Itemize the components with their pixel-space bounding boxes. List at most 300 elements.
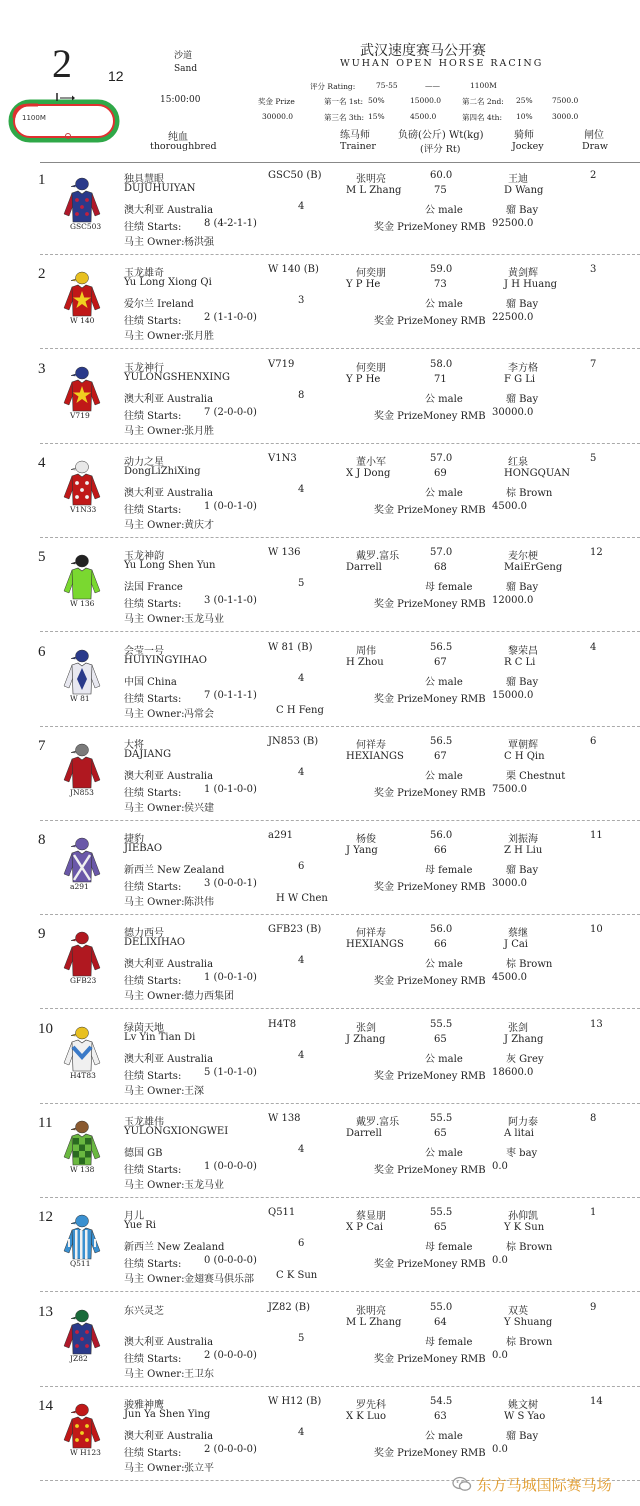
- horse-origin: 澳大利亚 Australia: [124, 1336, 214, 1348]
- horse-name-cn: 骏雅神鹰: [124, 1399, 164, 1411]
- draw-number: 12: [590, 547, 603, 559]
- starts-record: 2 (1-1-0-0): [204, 312, 257, 324]
- distance: 1100M: [470, 81, 497, 90]
- trainer-name-cn: 戴罗.富乐: [356, 1117, 400, 1128]
- horse-color: 棕 Brown: [506, 959, 553, 971]
- trainer-name-cn: 何祥寿: [356, 928, 386, 940]
- draw-number: 14: [590, 1395, 603, 1407]
- weight-kg: 60.0: [430, 170, 453, 181]
- jockey-silk-icon: [62, 1308, 102, 1360]
- trainer-name-cn: 何奕朋: [356, 268, 386, 280]
- row-divider: [40, 537, 640, 538]
- owner-name: 玉龙马业: [184, 614, 224, 626]
- rating: 64: [434, 1316, 447, 1328]
- first-pct: 50%: [368, 96, 385, 105]
- owner-name: 张月胜: [184, 425, 214, 437]
- jockey-silk-icon: [62, 1402, 102, 1454]
- horse-color: 骝 Bay: [506, 676, 539, 688]
- horse-code: a291: [268, 830, 294, 842]
- weight-kg: 55.0: [430, 1301, 453, 1313]
- runner-number: 7: [38, 737, 46, 754]
- jockey-name-en: A litai: [504, 1128, 534, 1139]
- jockey-name-cn: 孙仰凯: [508, 1211, 538, 1223]
- runner-number: 8: [38, 832, 46, 849]
- prize-money-label: 奖金 PrizeMoney RMB: [374, 1447, 486, 1459]
- race-number: 2: [52, 41, 72, 86]
- owner-name: 王卫东: [184, 1368, 214, 1380]
- trainer-name-en: J Zhang: [346, 1033, 386, 1045]
- jockey-name-en: Y K Sun: [504, 1222, 545, 1234]
- owner-name: 金翅赛马俱乐部: [184, 1274, 254, 1286]
- col-trainer-en: Trainer: [340, 141, 376, 152]
- runner-row: [0, 1019, 640, 1113]
- row-divider: [40, 1291, 640, 1292]
- horse-sex: 公 male: [425, 676, 463, 688]
- trainer-name-cn: 戴罗.富乐: [356, 551, 400, 563]
- horse-name-cn: 东兴灵芝: [124, 1305, 164, 1317]
- horse-age: 4: [298, 766, 305, 778]
- jockey-name-cn: 黎荣昌: [508, 645, 538, 657]
- trainer-name-cn: 周伟: [356, 645, 376, 657]
- owner-label: 马主 Owner:: [124, 708, 185, 720]
- owner-label: 马主 Owner:: [124, 614, 185, 626]
- owner-name: 张月胜: [184, 331, 214, 343]
- runner-row: [0, 736, 640, 830]
- race-time: 15:00:00: [160, 95, 201, 105]
- horse-code: W 140 (B): [268, 264, 319, 276]
- horse-color: 骝 Bay: [506, 205, 539, 216]
- jockey-name-en: MaiErGeng: [504, 562, 563, 574]
- starts-label: 往绩 Starts:: [124, 599, 182, 611]
- horse-code: Q511: [268, 1207, 296, 1219]
- breed-cn: 纯血: [168, 132, 188, 143]
- col-trainer-cn: 练马师: [340, 130, 370, 141]
- breed-en: thoroughbred: [150, 141, 217, 152]
- trainer-name-en: M L Zhang: [346, 185, 402, 196]
- jockey-name-cn: 李方格: [508, 362, 538, 374]
- row-divider: [40, 1197, 640, 1198]
- starts-label: 往绩 Starts:: [124, 882, 182, 894]
- trainer-name-en: J Yang: [346, 845, 378, 857]
- draw-number: 4: [590, 641, 597, 653]
- silk-code: W 138: [70, 1165, 95, 1174]
- horse-name-cn: 玉龙神行: [124, 362, 164, 374]
- horse-code: GSC50 (B): [268, 170, 322, 181]
- owner-label: 马主 Owner:: [124, 897, 185, 909]
- rating: 63: [434, 1410, 447, 1422]
- horse-sex: 公 male: [425, 1148, 463, 1159]
- horse-origin: 澳大利亚 Australia: [124, 1053, 214, 1065]
- starts-record: 2 (0-0-0-0): [204, 1443, 257, 1455]
- horse-code: JZ82 (B): [268, 1301, 311, 1313]
- row-divider: [40, 1386, 640, 1387]
- horse-color: 棕 Brown: [506, 487, 553, 499]
- draw-number: 13: [590, 1018, 603, 1030]
- draw-number: 11: [590, 830, 603, 842]
- owner-name: 陈洪伟: [184, 897, 214, 909]
- horse-origin: 法国 France: [124, 582, 183, 594]
- prize-money-label: 奖金 PrizeMoney RMB: [374, 1353, 486, 1365]
- horse-name-cn: 德力西号: [124, 928, 164, 940]
- rating-value: 75-55: [376, 81, 398, 90]
- prize-money-value: 4500.0: [492, 972, 527, 984]
- jockey-silk-icon: [62, 836, 102, 888]
- row-divider: [40, 254, 640, 255]
- horse-sex: 公 male: [425, 299, 463, 311]
- wechat-icon: [452, 1476, 472, 1492]
- silk-code: V719: [70, 410, 90, 420]
- runner-row: [0, 1113, 640, 1207]
- rating: 66: [434, 845, 447, 857]
- trainer-name-en: X J Dong: [346, 467, 391, 479]
- horse-name-cn: 会莹一号: [124, 645, 164, 657]
- jockey-silk-icon: [62, 553, 102, 605]
- horse-color: 棕 Brown: [506, 1336, 553, 1348]
- horse-color: 棕 Brown: [506, 1242, 553, 1254]
- prize-money-value: 15000.0: [492, 689, 534, 701]
- second-pct: 25%: [516, 96, 533, 105]
- rating: 68: [434, 562, 447, 574]
- footer-brand: [452, 1474, 612, 1495]
- horse-sex: 公 male: [425, 393, 463, 405]
- horse-name-cn: 独具慧眼: [124, 174, 164, 185]
- runner-number: 9: [38, 926, 46, 943]
- horse-name-cn: 玉龙神韵: [124, 551, 164, 563]
- starts-record: 7 (0-1-1-1): [204, 689, 257, 701]
- weight-kg: 55.5: [430, 1207, 453, 1219]
- draw-number: 7: [590, 358, 597, 370]
- jockey-name-en: F G Li: [504, 373, 536, 385]
- prize-money-value: 12000.0: [492, 595, 534, 607]
- weight-kg: 56.0: [430, 924, 453, 936]
- horse-age: 4: [298, 201, 305, 212]
- silk-code: GFB23: [70, 976, 97, 986]
- runner-number: 6: [38, 643, 46, 660]
- trainer-name-cn: 何奕朋: [356, 362, 386, 374]
- horse-name-cn: 动力之星: [124, 456, 164, 468]
- jockey-silk-icon: [62, 1025, 102, 1077]
- horse-age: 4: [298, 483, 305, 495]
- horse-age: 5: [298, 578, 305, 590]
- runner-number: 12: [38, 1209, 53, 1226]
- jockey-name-en: R C Li: [504, 656, 536, 668]
- horse-sex: 母 female: [425, 1242, 473, 1254]
- horse-name-en: YULONGXIONGWEI: [124, 1126, 229, 1137]
- prize-money-value: 0.0: [492, 1255, 508, 1267]
- silk-code: V1N33: [70, 504, 97, 514]
- prize-money-value: 0.0: [492, 1443, 508, 1455]
- horse-age: 4: [298, 672, 305, 684]
- horse-sex: 公 male: [425, 487, 463, 499]
- horse-age: 4: [298, 1144, 305, 1155]
- horse-origin: 新西兰 New Zealand: [124, 1242, 225, 1254]
- runner-row: [0, 547, 640, 641]
- weight-kg: 57.0: [430, 452, 453, 464]
- horse-sex: 公 male: [425, 1430, 463, 1442]
- runner-row: [0, 264, 640, 358]
- trainer-name-cn: 何祥寿: [356, 739, 386, 751]
- runner-number: 4: [38, 454, 46, 471]
- owner-label: 马主 Owner:: [124, 425, 185, 437]
- horse-name-en: DELIXIHAO: [124, 937, 186, 949]
- surface-en: Sand: [174, 64, 198, 74]
- footer-brand-text: 东方马城国际赛马场: [476, 1476, 612, 1494]
- starts-record: 2 (0-0-0-0): [204, 1349, 257, 1361]
- starts-record: 1 (0-1-0-0): [204, 783, 257, 795]
- owner-label: 马主 Owner:: [124, 1085, 185, 1097]
- starts-label: 往绩 Starts:: [124, 1259, 182, 1271]
- fourth-label: 第四名 4th:: [462, 113, 503, 122]
- starts-label: 往绩 Starts:: [124, 693, 182, 705]
- weight-kg: 58.0: [430, 358, 453, 370]
- prize-money-label: 奖金 PrizeMoney RMB: [374, 787, 486, 799]
- third-label: 第三名 3th:: [324, 113, 365, 122]
- horse-color: 骝 Bay: [506, 299, 539, 311]
- rating: 66: [434, 939, 447, 951]
- starts-label: 往绩 Starts:: [124, 410, 182, 422]
- surface-cn: 沙道: [174, 51, 193, 61]
- owner-name: 张立平: [184, 1462, 214, 1474]
- horse-sex: 公 male: [425, 770, 463, 782]
- draw-number: 3: [590, 264, 597, 276]
- horse-age: 6: [298, 861, 305, 873]
- prize-money-label: 奖金 PrizeMoney RMB: [374, 1070, 486, 1082]
- jockey-name-en: J Zhang: [504, 1033, 544, 1045]
- horse-color: 骝 Bay: [506, 393, 539, 405]
- horse-code: W 136: [268, 547, 301, 559]
- horse-origin: 澳大利亚 Australia: [124, 487, 214, 499]
- trainer-name-en: Y P He: [346, 373, 381, 385]
- owner-label: 马主 Owner:: [124, 991, 185, 1003]
- runners-count: 12: [108, 68, 124, 84]
- jockey-name-en: HONGQUAN: [504, 467, 570, 479]
- prize-money-value: 92500.0: [492, 218, 534, 229]
- jockey-name-cn: 姚文树: [508, 1399, 538, 1411]
- draw-number: 2: [590, 170, 597, 181]
- starts-label: 往绩 Starts:: [124, 504, 182, 516]
- horse-sex: 母 female: [425, 582, 473, 594]
- horse-code: V719: [268, 358, 295, 370]
- starts-label: 往绩 Starts:: [124, 316, 182, 328]
- row-divider: [40, 726, 640, 727]
- weight-kg: 54.5: [430, 1395, 453, 1407]
- owner-name: 冯常会: [184, 708, 214, 720]
- horse-color: 骝 Bay: [506, 865, 539, 877]
- horse-name-cn: 玉龙雄伟: [124, 1117, 164, 1128]
- draw-number: 6: [590, 735, 597, 747]
- fourth-pct: 10%: [516, 112, 533, 121]
- jockey-name-en: J H Huang: [504, 279, 558, 291]
- trainer-name-cn: 罗先科: [356, 1399, 386, 1411]
- draw-number: 1: [590, 1207, 597, 1219]
- horse-code: W 138: [268, 1113, 301, 1124]
- trainer-name-en: M L Zhang: [346, 1316, 402, 1328]
- prize-money-label: 奖金 PrizeMoney RMB: [374, 882, 486, 894]
- horse-color: 栗 Chestnut: [506, 770, 566, 782]
- horse-sex: 公 male: [425, 1053, 463, 1065]
- prize-money-label: 奖金 PrizeMoney RMB: [374, 316, 486, 328]
- jockey-silk-icon: [62, 365, 102, 417]
- trainer-name-en: Darrell: [346, 1128, 382, 1139]
- jockey-silk-icon: [62, 648, 102, 700]
- first-amt: 15000.0: [410, 96, 442, 105]
- track-distance-label: 1100M: [22, 114, 46, 122]
- horse-name-en: DongLiZhiXing: [124, 465, 201, 477]
- horse-code: JN853 (B): [268, 735, 319, 747]
- jockey-name-cn: 覃朝辉: [508, 739, 538, 751]
- horse-code: H4T8: [268, 1018, 297, 1030]
- horse-origin: 德国 GB: [124, 1148, 163, 1159]
- row-divider: [40, 1008, 640, 1009]
- starts-record: 3 (0-1-1-0): [204, 595, 257, 607]
- weight-kg: 57.0: [430, 547, 453, 559]
- trainer-name-cn: 蔡显朋: [356, 1211, 386, 1223]
- jockey-name-cn: 王迪: [508, 174, 528, 185]
- owner-name: 杨洪强: [184, 237, 214, 248]
- jockey-name-en: C H Qin: [504, 750, 545, 762]
- trainer-name-en: HEXIANGS: [346, 939, 404, 951]
- horse-color: 骝 Bay: [506, 1430, 539, 1442]
- owner-label: 马主 Owner:: [124, 1180, 185, 1191]
- owner-label: 马主 Owner:: [124, 802, 185, 814]
- owner-name: 德力西集团: [184, 991, 234, 1003]
- fourth-amt: 3000.0: [552, 112, 579, 121]
- horse-sex: 公 male: [425, 959, 463, 971]
- owner-label: 马主 Owner:: [124, 519, 185, 531]
- start-arrow-icon: [54, 92, 76, 102]
- prize-money-value: 0.0: [492, 1349, 508, 1361]
- second-label: 第二名 2nd:: [462, 97, 504, 106]
- runner-number: 5: [38, 549, 46, 566]
- prize-money-label: 奖金 PrizeMoney RMB: [374, 1259, 486, 1271]
- header-divider: [40, 162, 640, 163]
- prize-money-label: 奖金 PrizeMoney RMB: [374, 693, 486, 705]
- horse-origin: 澳大利亚 Australia: [124, 770, 214, 782]
- starts-label: 往绩 Starts:: [124, 1353, 182, 1365]
- runner-number: 14: [38, 1397, 53, 1414]
- runner-row: [0, 642, 640, 736]
- horse-age: 4: [298, 1049, 305, 1061]
- jockey-silk-icon: [62, 1119, 102, 1171]
- draw-number: 10: [590, 924, 603, 936]
- runner-number: 13: [38, 1303, 53, 1320]
- prize-money-label: 奖金 PrizeMoney RMB: [374, 599, 486, 611]
- prize-label: 奖金 Prize: [258, 97, 295, 106]
- horse-name-cn: 玉龙雄奇: [124, 268, 164, 280]
- trainer-name-en: Y P He: [346, 279, 381, 291]
- first-label: 第一名 1st:: [324, 97, 364, 106]
- trainer-name-cn: 董小军: [356, 456, 386, 468]
- runner-number: 1: [38, 172, 46, 188]
- horse-age: 8: [298, 389, 305, 401]
- silk-code: GSC503: [70, 222, 102, 231]
- runner-row: [0, 453, 640, 547]
- horse-origin: 澳大利亚 Australia: [124, 959, 214, 971]
- horse-name-cn: 大将: [124, 739, 144, 751]
- prize-money-label: 奖金 PrizeMoney RMB: [374, 976, 486, 988]
- prize-money-value: 4500.0: [492, 500, 527, 512]
- col-draw-en: Draw: [582, 141, 608, 152]
- horse-color: 骝 Bay: [506, 582, 539, 594]
- runner-number: 11: [38, 1115, 53, 1131]
- trainer-name-en: Darrell: [346, 562, 382, 574]
- horse-origin: 爱尔兰 Ireland: [124, 299, 194, 311]
- silk-code: H4T83: [70, 1070, 96, 1080]
- horse-name-en: Yu Long Xiong Qi: [124, 277, 212, 289]
- prize-money-value: 3000.0: [492, 878, 527, 890]
- rating: 65: [434, 1128, 447, 1139]
- col-jockey-cn: 骑师: [514, 130, 534, 141]
- horse-name-cn: 月儿: [124, 1211, 144, 1223]
- jockey-name-en: W S Yao: [504, 1410, 546, 1422]
- prize-money-value: 7500.0: [492, 783, 527, 795]
- runner-row: [0, 170, 640, 264]
- horse-name-en: Jun Ya Shen Ying: [124, 1408, 211, 1420]
- owner-name: 侯兴建: [184, 802, 214, 814]
- owner-label: 马主 Owner:: [124, 331, 185, 343]
- horse-sex: 公 male: [425, 205, 463, 216]
- horse-code: W 81 (B): [268, 641, 313, 653]
- col-draw-cn: 闸位: [584, 130, 604, 141]
- horse-sex: 母 female: [425, 1336, 473, 1348]
- starts-label: 往绩 Starts:: [124, 1070, 182, 1082]
- weight-kg: 56.5: [430, 735, 453, 747]
- horse-name-en: JIEBAO: [124, 843, 163, 855]
- row-divider: [40, 820, 640, 821]
- prize-money-label: 奖金 PrizeMoney RMB: [374, 222, 486, 233]
- rating: 73: [434, 279, 447, 291]
- starts-label: 往绩 Starts:: [124, 976, 182, 988]
- horse-name-cn: 捷豹: [124, 834, 144, 846]
- silk-code: W 136: [70, 599, 95, 609]
- starts-record: 7 (2-0-0-0): [204, 406, 257, 418]
- weight-kg: 55.5: [430, 1018, 453, 1030]
- owner-label: 马主 Owner:: [124, 237, 185, 248]
- jockey-name-cn: 双英: [508, 1305, 528, 1317]
- horse-name-en: Yue Ri: [124, 1220, 156, 1232]
- runner-row: [0, 359, 640, 453]
- horse-sex: 母 female: [425, 865, 473, 877]
- silk-code: JZ82: [70, 1353, 88, 1363]
- owner-name: 王深: [184, 1085, 204, 1097]
- rating: 71: [434, 373, 447, 385]
- runner-number: 2: [38, 266, 46, 283]
- starts-record: 1 (0-0-1-0): [204, 500, 257, 512]
- weight-kg: 56.5: [430, 641, 453, 653]
- horse-origin: 澳大利亚 Australia: [124, 393, 214, 405]
- prize-money-value: 18600.0: [492, 1066, 534, 1078]
- starts-record: 5 (1-0-1-0): [204, 1066, 257, 1078]
- prize-total: 30000.0: [262, 112, 294, 121]
- silk-code: W 81: [70, 693, 90, 703]
- horse-origin: 中国 China: [124, 676, 177, 688]
- horse-name-en: DUJUHUIYAN: [124, 183, 196, 194]
- rating: 69: [434, 467, 447, 479]
- rating: 67: [434, 656, 447, 668]
- rating: 75: [434, 185, 447, 196]
- runner-row: [0, 1207, 640, 1301]
- starts-record: 3 (0-0-0-1): [204, 878, 257, 890]
- runner-row: [0, 1302, 640, 1396]
- owner-label: 马主 Owner:: [124, 1368, 185, 1380]
- horse-color: 灰 Grey: [506, 1053, 544, 1065]
- horse-age: 3: [298, 295, 305, 307]
- horse-origin: 澳大利亚 Australia: [124, 1430, 214, 1442]
- rating: 65: [434, 1222, 447, 1234]
- prize-money-value: 30000.0: [492, 406, 534, 418]
- horse-code: V1N3: [268, 452, 297, 464]
- rating-dash: ——: [425, 81, 440, 90]
